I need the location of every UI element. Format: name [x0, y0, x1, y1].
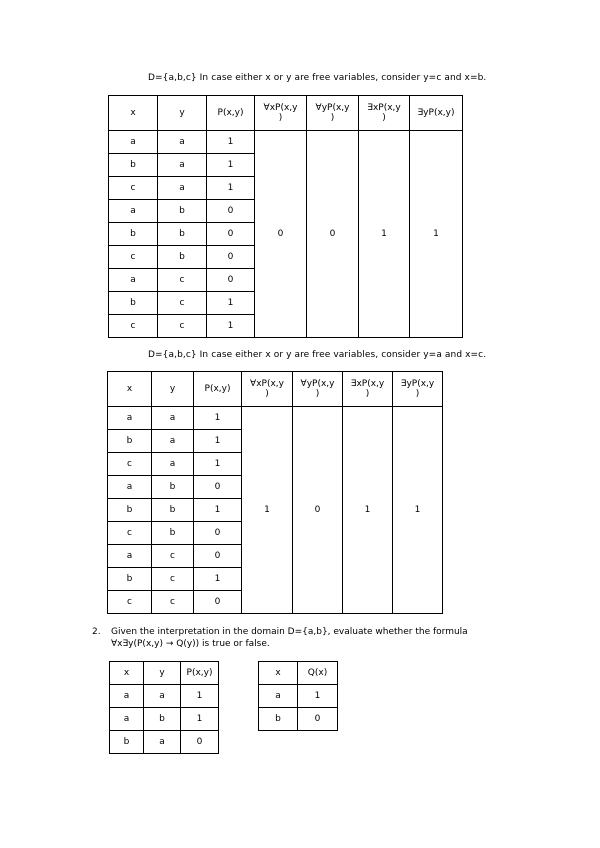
cell-x: b: [109, 154, 158, 177]
cell-x: a: [108, 476, 152, 499]
cell-y: a: [158, 177, 207, 200]
cell-y: b: [158, 246, 207, 269]
header-exists-y: ∃yP(x,y ): [393, 372, 443, 407]
cell-y: a: [144, 731, 181, 754]
header-forall-y: ∀yP(x,y ): [307, 96, 359, 131]
cell-x: c: [109, 246, 158, 269]
header-forall-x: ∀xP(x,y ): [255, 96, 307, 131]
cell-y: c: [152, 568, 194, 591]
header-qx: Q(x): [298, 662, 338, 685]
header-y: y: [158, 96, 207, 131]
table-header-row: [108, 372, 443, 407]
cell-y: c: [158, 315, 207, 338]
header-exists-x: ∃xP(x,y ): [343, 372, 393, 407]
table-header-row: [110, 662, 219, 685]
result-forall-x: 0: [255, 131, 307, 338]
cell-x: a: [109, 269, 158, 292]
cell-y: c: [152, 545, 194, 568]
table-row: [259, 708, 338, 731]
result-forall-y: 0: [293, 407, 343, 614]
table-header-row: [259, 662, 338, 685]
result-exists-y: 1: [410, 131, 463, 338]
cell-pxy: 1: [207, 131, 255, 154]
cell-y: c: [158, 292, 207, 315]
cell-pxy: 0: [194, 476, 242, 499]
cell-pxy: 0: [194, 545, 242, 568]
cell-pxy: 1: [194, 499, 242, 522]
question-number: 2.: [92, 627, 101, 637]
cell-pxy: 1: [207, 292, 255, 315]
result-exists-x: 1: [359, 131, 410, 338]
cell-x: a: [108, 407, 152, 430]
section2-caption: D={a,b,c} In case either x or y are free variables, consider y=a and x=c.: [148, 350, 487, 360]
result-exists-x: 1: [343, 407, 393, 614]
cell-y: c: [152, 591, 194, 614]
table-row: [110, 685, 219, 708]
cell-pxy: 1: [181, 708, 219, 731]
cell-x: b: [109, 223, 158, 246]
section1-caption: D={a,b,c} In case either x or y are free variables, consider y=c and x=b.: [148, 73, 487, 83]
result-forall-y: 0: [307, 131, 359, 338]
cell-x: b: [110, 731, 144, 754]
p-table: [109, 661, 219, 754]
header-x: x: [108, 372, 152, 407]
cell-qx: 0: [298, 708, 338, 731]
cell-pxy: 0: [194, 522, 242, 545]
cell-x: a: [110, 685, 144, 708]
cell-y: b: [144, 708, 181, 731]
cell-x: c: [109, 315, 158, 338]
cell-x: c: [108, 522, 152, 545]
cell-y: a: [152, 407, 194, 430]
result-forall-x: 1: [242, 407, 293, 614]
cell-y: b: [152, 476, 194, 499]
cell-y: a: [152, 430, 194, 453]
header-forall-x: ∀xP(x,y ): [242, 372, 293, 407]
cell-qx: 1: [298, 685, 338, 708]
q-table: [258, 661, 338, 731]
cell-x: a: [259, 685, 298, 708]
cell-y: a: [152, 453, 194, 476]
cell-x: b: [108, 568, 152, 591]
cell-x: c: [109, 177, 158, 200]
table-row: [110, 708, 219, 731]
table-row: [259, 685, 338, 708]
header-pxy: P(x,y): [207, 96, 255, 131]
cell-x: b: [109, 292, 158, 315]
truth-table-2: [107, 371, 443, 614]
header-exists-y: ∃yP(x,y): [410, 96, 463, 131]
table-header-row: [109, 96, 463, 131]
cell-x: b: [259, 708, 298, 731]
question-line-2: ∀x∃y(P(x,y) → Q(y)) is true or false.: [111, 639, 270, 649]
cell-x: b: [108, 499, 152, 522]
cell-y: b: [158, 200, 207, 223]
cell-pxy: 1: [207, 154, 255, 177]
cell-y: a: [144, 685, 181, 708]
cell-pxy: 0: [207, 223, 255, 246]
table-row: [108, 407, 443, 430]
cell-pxy: 0: [181, 731, 219, 754]
cell-x: c: [108, 591, 152, 614]
cell-y: a: [158, 154, 207, 177]
header-exists-x: ∃xP(x,y ): [359, 96, 410, 131]
truth-table-1: [108, 95, 463, 338]
cell-pxy: 1: [207, 315, 255, 338]
cell-pxy: 1: [194, 453, 242, 476]
header-y: y: [144, 662, 181, 685]
cell-pxy: 1: [194, 407, 242, 430]
question-text: [111, 626, 468, 650]
result-exists-y: 1: [393, 407, 443, 614]
header-x: x: [259, 662, 298, 685]
header-forall-y: ∀yP(x,y ): [293, 372, 343, 407]
table-row: [110, 731, 219, 754]
cell-x: b: [108, 430, 152, 453]
cell-y: a: [158, 131, 207, 154]
cell-pxy: 0: [207, 269, 255, 292]
cell-pxy: 1: [194, 430, 242, 453]
cell-pxy: 1: [181, 685, 219, 708]
cell-pxy: 0: [207, 200, 255, 223]
cell-x: a: [108, 545, 152, 568]
cell-pxy: 0: [194, 591, 242, 614]
question-line-1: Given the interpretation in the domain D={a,b}, evaluate whether the formula: [111, 627, 468, 637]
cell-y: b: [152, 499, 194, 522]
header-x: x: [109, 96, 158, 131]
header-y: y: [152, 372, 194, 407]
header-pxy: P(x,y): [194, 372, 242, 407]
cell-pxy: 1: [207, 177, 255, 200]
table-row: [109, 131, 463, 154]
cell-pxy: 1: [194, 568, 242, 591]
cell-pxy: 0: [207, 246, 255, 269]
cell-x: c: [108, 453, 152, 476]
cell-y: b: [158, 223, 207, 246]
cell-y: c: [158, 269, 207, 292]
cell-x: a: [110, 708, 144, 731]
cell-x: a: [109, 131, 158, 154]
header-pxy: P(x,y): [181, 662, 219, 685]
cell-y: b: [152, 522, 194, 545]
header-x: x: [110, 662, 144, 685]
cell-x: a: [109, 200, 158, 223]
